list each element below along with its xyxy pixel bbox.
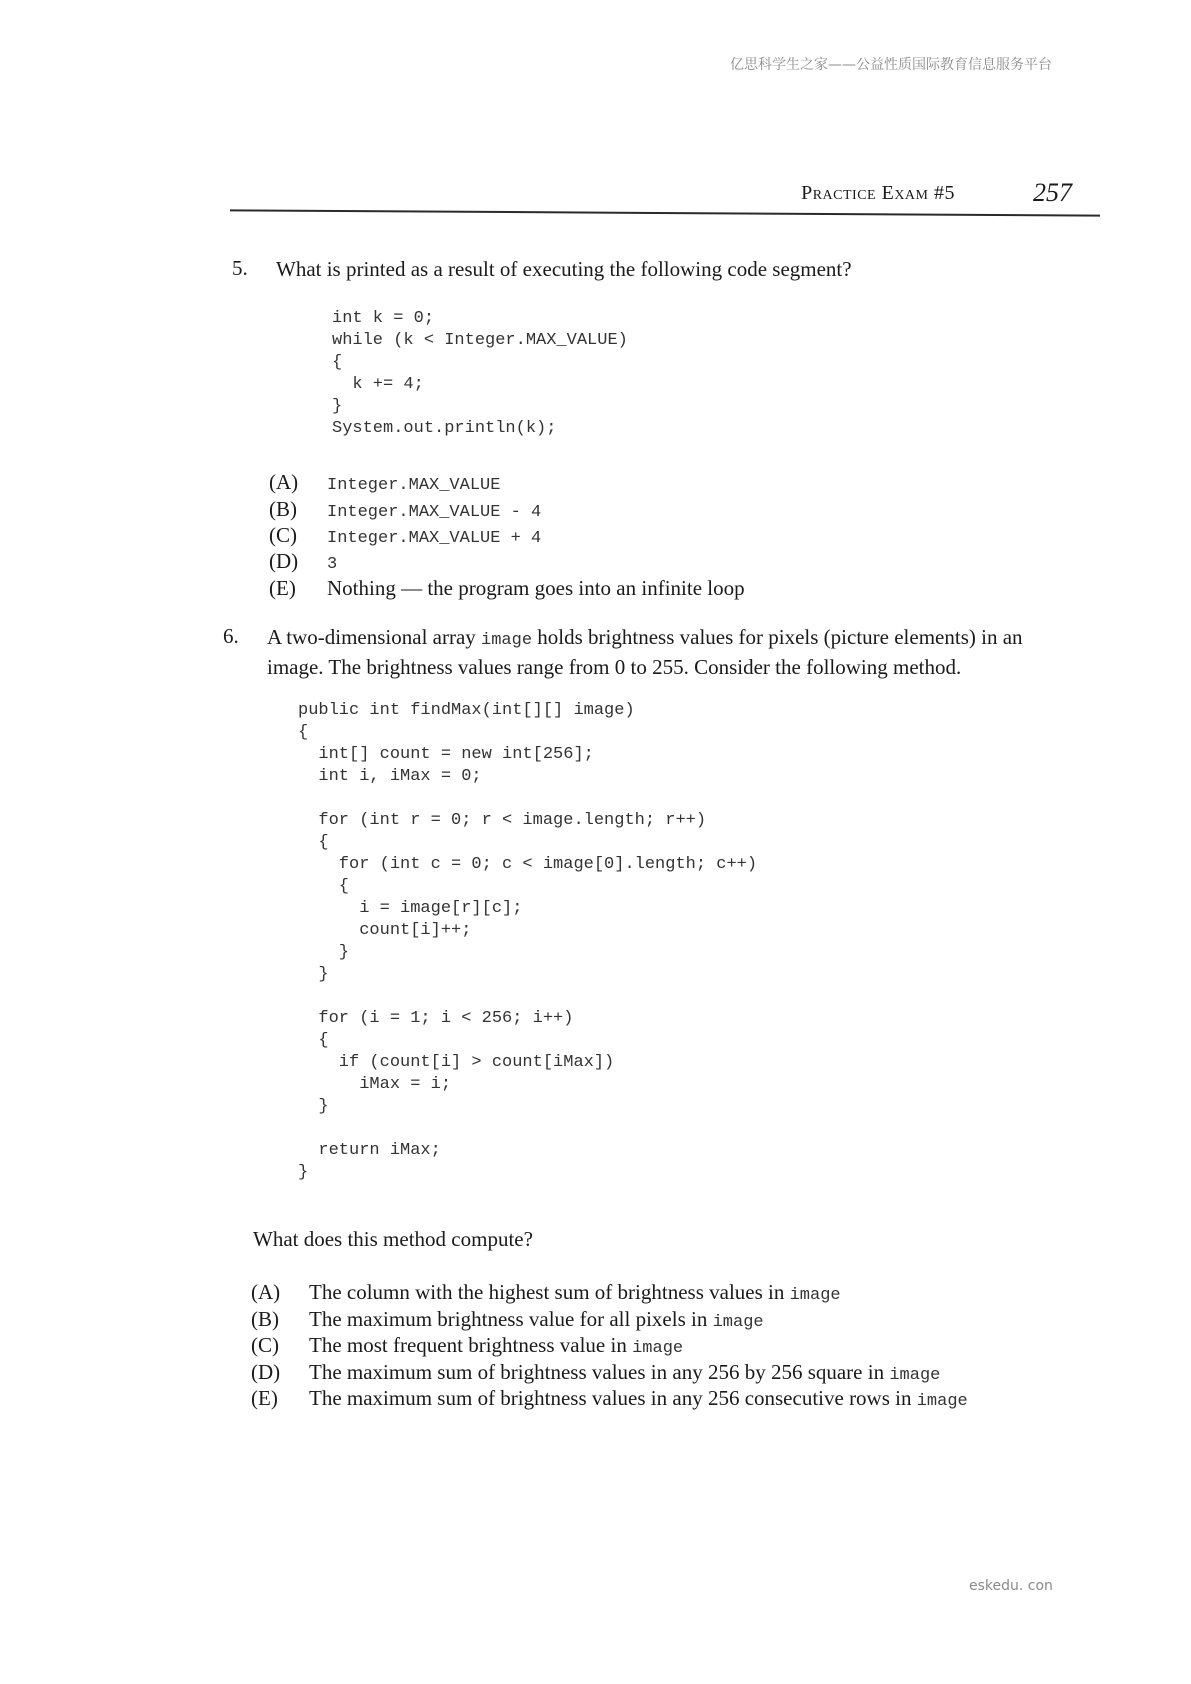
option-text: The maximum sum of brightness values in any 256 consecutive rows in [309,1386,917,1410]
option-text: 3 [327,555,338,574]
q6-option-d [251,1360,940,1385]
q5-prompt: What is printed as a result of executing the following code segment? [276,257,852,281]
page-number: 257 [1033,178,1072,207]
q6-number: 6. [223,624,239,648]
option-text: The most frequent brightness value in [309,1333,633,1357]
option-text: Integer.MAX_VALUE + 4 [327,529,542,548]
option-text: The maximum brightness value for all pixels in [309,1307,713,1331]
q5-option-e [269,576,745,601]
running-head [230,180,1100,216]
q5-option-b [269,497,541,522]
option-text: Nothing — the program goes into an infinite loop [327,576,745,600]
option-letter: (D) [269,549,299,573]
option-letter: (E) [251,1386,278,1410]
watermark-top: 亿思科学生之家——公益性质国际教育信息服务平台 [730,57,1052,73]
option-text: Integer.MAX_VALUE - 4 [327,503,542,522]
option-text: The maximum sum of brightness values in any 256 by 256 square in [309,1360,890,1384]
q6-option-a [251,1280,841,1305]
option-code: image [916,1392,968,1411]
option-letter: (A) [251,1280,281,1304]
option-letter: (B) [251,1307,279,1331]
header-rule [230,209,1100,216]
option-letter: (E) [269,576,296,600]
running-head-title: Practice Exam #5 [801,182,955,204]
q5-option-d [269,549,337,574]
option-text: Integer.MAX_VALUE [327,476,501,495]
q6-prompt-code: image [481,631,533,650]
q5-number: 5. [232,256,248,280]
option-letter: (B) [269,497,297,521]
q6-question: What does this method compute? [253,1227,533,1251]
q6-prompt [267,624,1087,680]
option-letter: (C) [251,1333,279,1357]
q5-option-c [269,523,541,548]
option-code: image [889,1366,941,1385]
q5-option-a [269,470,500,495]
watermark-bottom: eskedu. con [969,1578,1053,1594]
option-letter: (D) [251,1360,281,1384]
q6-option-e [251,1386,968,1411]
q6-prompt-part-b: holds brightness values for pixels (picture elements) in an [532,625,1023,649]
q6-code: public int findMax(int[][] image) { int[] count = new int[256]; int i, iMax = 0; for (int r = 0; r < image.length; r++) { for (int c = 0; c < image[0].length; c++) { i = image[r][c]; count[i]++; } } for (i = 1; i < 256; i++) { if (count[i] > count[iMax]) iMax = i; } return iMax; } [298,701,758,1182]
q6-prompt-line2: image. The brightness values range from 0 to 255. Consider the following method. [267,655,962,679]
q6-prompt-part-a: A two-dimensional array [267,625,482,649]
option-code: image [632,1339,684,1358]
option-letter: (C) [269,523,297,547]
q5-code: int k = 0; while (k < Integer.MAX_VALUE) { k += 4; } System.out.println(k); [332,309,628,438]
q6-option-b [251,1307,764,1332]
option-code: image [789,1286,841,1305]
option-text: The column with the highest sum of brightness values in [309,1280,790,1304]
option-code: image [712,1313,764,1332]
option-letter: (A) [269,470,299,494]
q6-option-c [251,1333,683,1358]
